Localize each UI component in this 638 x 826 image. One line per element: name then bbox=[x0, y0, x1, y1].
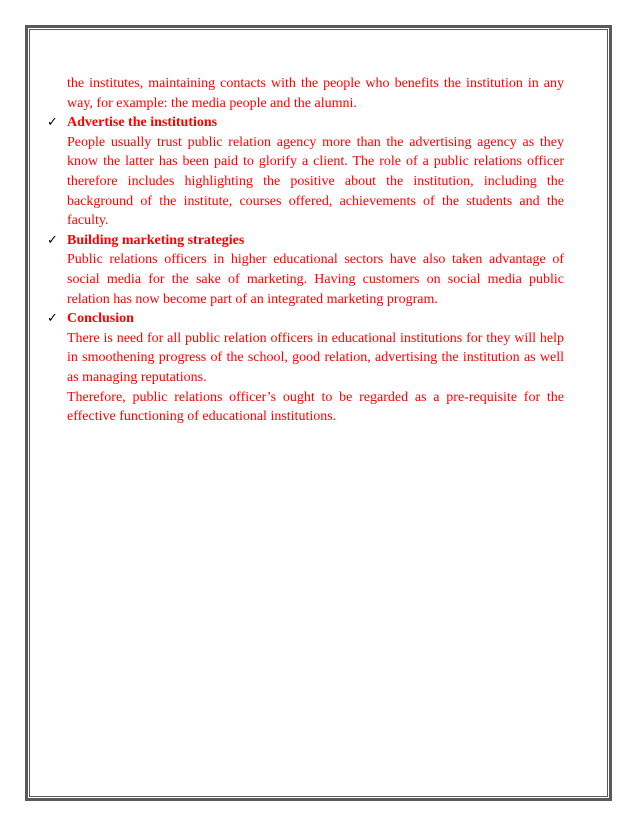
intro-paragraph: the institutes, maintaining contacts with the people who benefits the institution in any way, for example: the media people and the alumni. bbox=[67, 76, 564, 111]
checkmark-icon: ✓ bbox=[47, 232, 58, 248]
section-conclusion bbox=[47, 309, 564, 427]
section-paragraph: Therefore, public relations officer’s ought to be regarded as a pre-requisite for the effective functioning of educational institutions. bbox=[67, 389, 564, 425]
section-heading-row bbox=[47, 309, 564, 329]
section-heading: Building marketing strategies bbox=[67, 232, 245, 248]
section-marketing bbox=[47, 231, 564, 309]
section-paragraph: There is need for all public relation officers in educational institutions for they will help in smoothening progress of the school, good relation, advertising the institution as well as managing reputations. bbox=[67, 330, 564, 385]
document-body bbox=[47, 74, 564, 427]
section-heading: Advertise the institutions bbox=[67, 115, 218, 131]
checkmark-icon: ✓ bbox=[47, 115, 58, 131]
section-advertise bbox=[47, 113, 564, 231]
section-paragraph: People usually trust public relation agency more than the advertising agency as they know the latter has been paid to glorify a client. The role of a public relations officer therefore includes highlighting the positive about the institution, including the background of the institute, courses offered, achievements of the students and the faculty. bbox=[67, 134, 564, 229]
section-heading: Conclusion bbox=[67, 311, 134, 327]
checkmark-icon: ✓ bbox=[47, 311, 58, 327]
section-paragraph: Public relations officers in higher educational sectors have also taken advantage of social media for the sake of marketing. Having customers on social media public relation has now become part of an integrated marketing program. bbox=[67, 252, 564, 307]
section-heading-row bbox=[47, 231, 564, 251]
section-heading-row bbox=[47, 113, 564, 133]
